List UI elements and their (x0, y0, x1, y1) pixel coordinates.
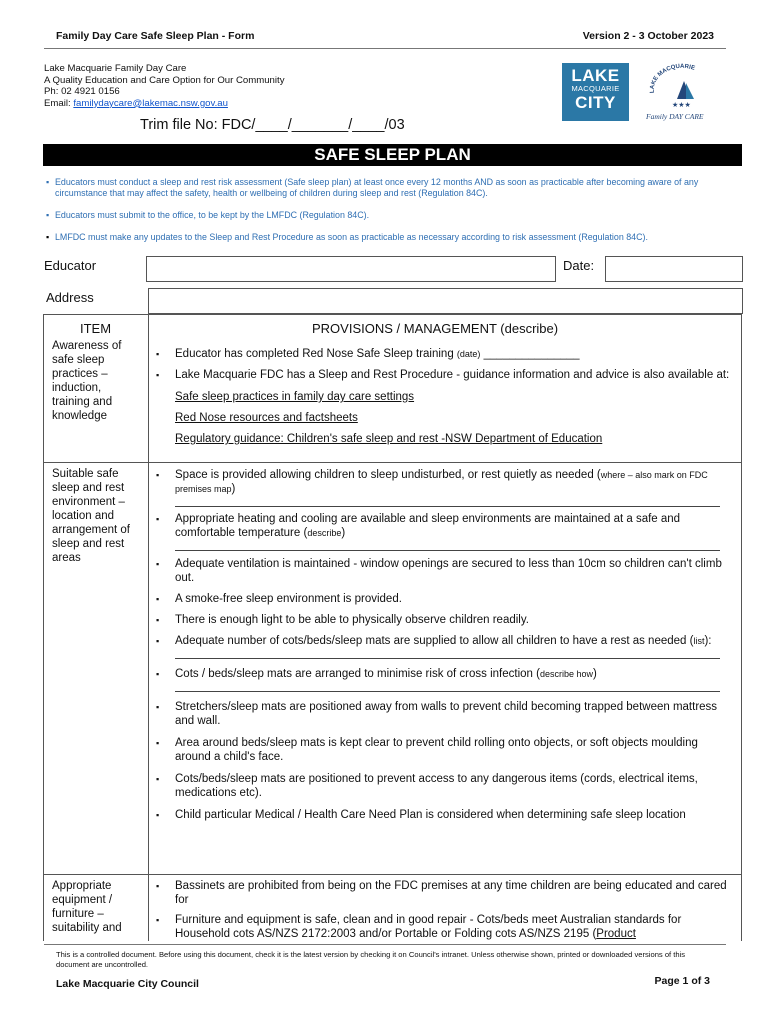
item-equipment: Appropriate equipment / furniture – suitability and (52, 880, 122, 934)
link-safe-sleep-practices[interactable]: Safe sleep practices in family day care settings (175, 391, 415, 403)
org-tagline: A Quality Education and Care Option for Our Community (44, 74, 285, 86)
date-field[interactable] (605, 256, 743, 282)
provision-row: ▪ Bassinets are prohibited from being on the FDC premises at any time children are being educated and cared for (156, 880, 727, 906)
family-day-care-logo (642, 63, 728, 123)
footer-org: Lake Macquarie City Council (56, 978, 199, 990)
answer-line[interactable] (175, 540, 720, 551)
provision-row: ▪ There is enough light to be able to physically observe children readily. (156, 614, 529, 626)
controlled-document-note: This is a controlled document. Before using this document, check it is the latest version by checking it on Council's intranet. Unless otherwise shown, printed or downloaded versions of this document are uncontrolled. (56, 950, 686, 969)
email-label: Email: (44, 97, 74, 109)
version-label: Version 2 - 3 October 2023 (582, 30, 714, 42)
intro-bullets (44, 177, 724, 243)
page-number: Page 1 of 3 (654, 975, 710, 987)
link-product[interactable]: Product (596, 928, 636, 940)
provision-link-row (156, 390, 736, 404)
org-name: Lake Macquarie Family Day Care (44, 63, 187, 74)
bullet-icon: ▪ (156, 738, 160, 748)
intro-bullet: ▪ Educators must conduct a sleep and rest risk assessment (Safe sleep plan) at least once every 12 months AND as soon as practicable after becoming aware of any circumstance that may affect the safety, health or wellbeing of children during sleep and rest (Regulation 84C). (46, 177, 699, 198)
bullet-icon: ▪ (156, 349, 160, 359)
trim-file-number: Trim file No: FDC/____/_______/____/03 (140, 117, 405, 133)
page-header (56, 30, 714, 46)
bullet-icon: ▪ (156, 559, 160, 569)
awareness-provisions (156, 347, 736, 446)
provision-row: ▪ Appropriate heating and cooling are available and sleep environments are maintained at a safe and comfortable temperature (describe) (156, 512, 736, 551)
footer-divider (44, 944, 726, 945)
provision-row: ▪ Stretchers/sleep mats are positioned away from walls to prevent child becoming trapped between mattress and wall. (156, 701, 718, 727)
answer-line[interactable] (175, 681, 720, 692)
address-label: Address (46, 290, 94, 305)
email-row (44, 98, 285, 110)
contact-block (44, 63, 285, 109)
column-header-provisions: PROVISIONS / MANAGEMENT (describe) (312, 321, 559, 336)
educator-label: Educator (44, 258, 97, 273)
educator-field[interactable] (146, 256, 556, 282)
link-regulatory-guidance[interactable]: Regulatory guidance: Children's safe sleep and rest -NSW Department of Education (175, 433, 603, 445)
provision-row: ▪ Educator has completed Red Nose Safe Sleep training (date) _______________ (156, 348, 580, 360)
provision-row: ▪ Cots/beds/sleep mats are positioned to prevent access to any dangerous items (cords, electrical items, medications etc). (156, 773, 698, 799)
item-sleep-environment: Suitable safe sleep and rest environment – location and arrangement of sleep and rest areas (52, 468, 130, 564)
phone: Ph: 02 4921 0156 (44, 86, 120, 98)
provision-row: ▪ Furniture and equipment is safe, clean and in good repair - Cots/beds meet Australian standards for Household cots AS/NZS 2172:2003 and/or Portable or Folding cots AS/NZS 2195 (Product (156, 914, 682, 940)
bullet-icon: ▪ (46, 232, 50, 242)
intro-bullet: ▪ Educators must submit to the office, to be kept by the LMFDC (Regulation 84C). (46, 210, 370, 220)
form-title: Family Day Care Safe Sleep Plan - Form (56, 30, 255, 42)
bullet-icon: ▪ (156, 594, 160, 604)
fdc-wordmark: Family DAY CARE (646, 112, 704, 121)
bullet-icon: ▪ (156, 636, 160, 646)
provision-row: ▪ Adequate number of cots/beds/sleep mats are supplied to allow all children to have a rest as needed (list): (156, 634, 736, 659)
provision-row: ▪ Lake Macquarie FDC has a Sleep and Rest Procedure - guidance information and advice is also available at: (156, 369, 730, 381)
environment-provisions (156, 468, 736, 822)
provision-row: ▪ Cots / beds/sleep mats are arranged to minimise risk of cross infection (describe how) (156, 667, 736, 692)
bullet-icon: ▪ (156, 881, 160, 891)
date-label: Date: (563, 258, 595, 273)
email-link[interactable]: familydaycare@lakemac.nsw.gov.au (73, 97, 228, 109)
column-header-item: ITEM (80, 321, 112, 336)
bullet-icon: ▪ (46, 210, 50, 220)
logos (562, 63, 728, 125)
intro-bullet: ▪ LMFDC must make any updates to the Sleep and Rest Procedure as soon as practicable as necessary according to risk assessment (Regulation 84C). (46, 232, 648, 242)
lake-macquarie-city-logo: LAKE MACQUARIE CITY (562, 63, 629, 121)
bullet-icon: ▪ (156, 470, 160, 480)
answer-line[interactable] (175, 648, 720, 659)
bullet-icon: ▪ (156, 702, 160, 712)
link-red-nose-resources[interactable]: Red Nose resources and factsheets (175, 412, 358, 424)
equipment-provisions (156, 879, 736, 941)
bullet-icon: ▪ (156, 514, 160, 524)
item-awareness: Awareness of safe sleep practices – induction, training and knowledge (52, 340, 122, 422)
provision-row: ▪ Adequate ventilation is maintained - window openings are secured to less than 10cm so children can't climb out. (156, 558, 722, 584)
address-field[interactable] (148, 288, 743, 314)
provision-row: ▪ Child particular Medical / Health Care Need Plan is considered when determining safe sleep location (156, 809, 686, 821)
provision-row: ▪ Space is provided allowing children to sleep undisturbed, or rest quietly as needed (where – also mark on FDC premises map) (156, 468, 736, 507)
provision-row: ▪ Area around beds/sleep mats is kept clear to prevent child rolling onto objects, or soft objects moulding around a child's face. (156, 737, 698, 763)
provisions-table (43, 314, 742, 941)
header-divider (44, 48, 726, 49)
bullet-icon: ▪ (156, 669, 160, 679)
provision-link-row (156, 411, 736, 425)
bullet-icon: ▪ (156, 774, 160, 784)
stars-icon: ★★★ (672, 101, 691, 109)
bullet-icon: ▪ (46, 177, 50, 187)
answer-line[interactable] (175, 496, 720, 507)
provision-row: ▪ A smoke-free sleep environment is provided. (156, 593, 402, 605)
svg-text:LAKE MACQUARIE: LAKE MACQUARIE (649, 63, 696, 94)
bullet-icon: ▪ (156, 915, 160, 925)
bullet-icon: ▪ (156, 370, 160, 380)
bullet-icon: ▪ (156, 810, 160, 820)
bullet-icon: ▪ (156, 615, 160, 625)
provision-link-row (156, 432, 736, 446)
page-title: SAFE SLEEP PLAN (43, 144, 742, 166)
